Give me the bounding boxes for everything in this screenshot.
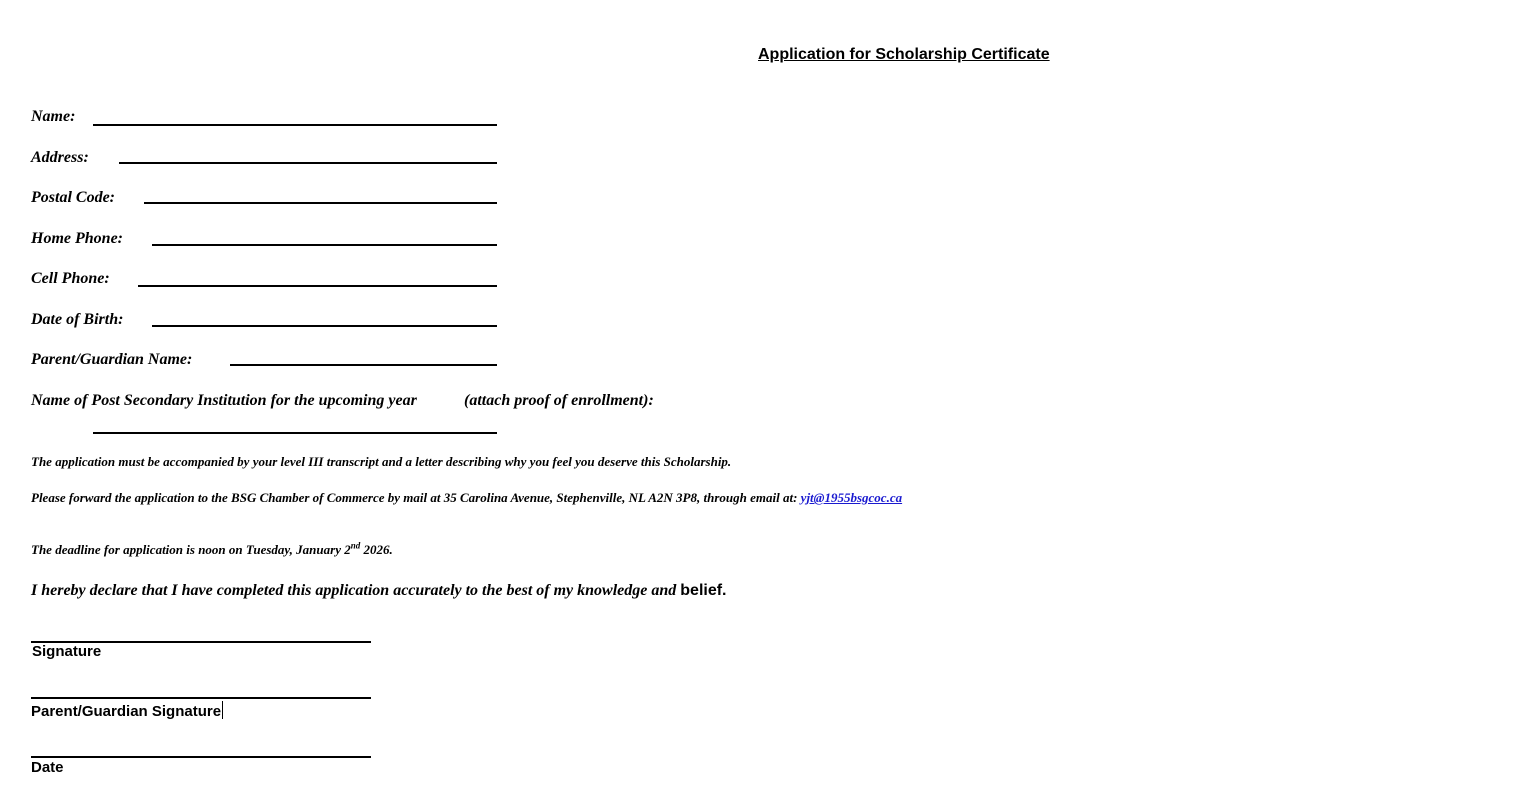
deadline-text: The deadline for application is noon on Tuesday, January 2 [31, 542, 351, 557]
parent-guardian-name-field-line[interactable] [230, 364, 497, 366]
address-label: Address: [31, 149, 89, 166]
cell-phone-label: Cell Phone: [31, 270, 110, 287]
deadline-note [31, 542, 393, 558]
parent-signature-label: Parent/Guardian Signature [31, 703, 222, 720]
home-phone-field-line[interactable] [152, 244, 497, 246]
name-label: Name: [31, 108, 76, 125]
parent-guardian-name-label: Parent/Guardian Name: [31, 351, 193, 368]
forward-note [31, 490, 902, 506]
signature-label: Signature [32, 643, 102, 660]
forward-note-text: Please forward the application to the BSG Chamber of Commerce by mail at 35 Carolina Avenue, Stephenville, NL A2N 3P8, through email at: [31, 490, 798, 505]
declaration-tail: belief. [680, 582, 727, 599]
date-label: Date [31, 759, 64, 776]
declaration [31, 582, 727, 600]
parent-signature-line[interactable] [31, 697, 371, 699]
declaration-text: I hereby declare that I have completed this application accurately to the best of my knowledge and [31, 582, 681, 599]
postal-code-field-line[interactable] [144, 202, 497, 204]
email-link[interactable]: yjt@1955bsgcoc.ca [800, 490, 903, 505]
cell-phone-field-line[interactable] [138, 285, 497, 287]
deadline-ordinal: nd [350, 540, 361, 551]
name-field-line[interactable] [93, 124, 497, 126]
date-line[interactable] [31, 756, 371, 758]
date-of-birth-field-line[interactable] [152, 325, 497, 327]
address-field-line[interactable] [119, 162, 497, 164]
text-cursor [222, 701, 223, 719]
institution-field-line[interactable] [93, 432, 497, 434]
parent-signature-label-row [31, 701, 223, 720]
postal-code-label: Postal Code: [31, 189, 115, 206]
deadline-year: 2026. [360, 542, 393, 557]
document-title: Application for Scholarship Certificate [758, 46, 1050, 63]
institution-note: (attach proof of enrollment): [464, 392, 654, 409]
home-phone-label: Home Phone: [31, 230, 123, 247]
date-of-birth-label: Date of Birth: [31, 311, 124, 328]
institution-label: Name of Post Secondary Institution for the upcoming year [31, 392, 417, 409]
transcript-note: The application must be accompanied by your level III transcript and a letter describing why you feel you deserve this Scholarship. [31, 454, 732, 469]
